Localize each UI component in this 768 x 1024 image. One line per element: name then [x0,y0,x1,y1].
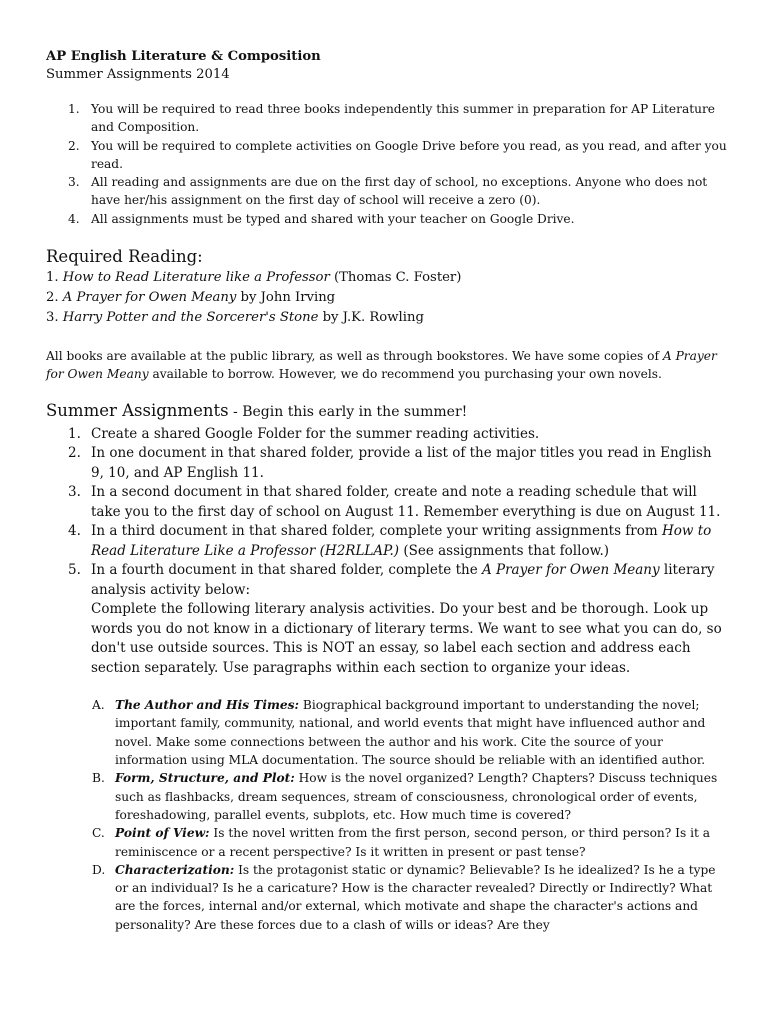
book-number: 3. [46,310,59,326]
book-entry [46,288,728,308]
list-number: 2. [68,445,81,462]
analysis-label: Point of View: [115,826,210,841]
list-number: 1. [68,102,80,116]
required-reading-list [46,268,728,328]
book-title: A Prayer for Owen Meany [481,562,660,579]
availability-text: All books are available at the public library, as well as through bookstores. We have some copies of [46,349,663,364]
list-text: In a third document in that shared folder, complete your writing assignments from [91,523,662,540]
analysis-text: Is the novel written from the first person, second person, or third person? Is it a reminiscence or a recent perspective? Is it written in present or past tense? [115,826,711,859]
summer-assignments-heading [46,400,728,423]
book-author: (Thomas C. Foster) [329,270,462,286]
analysis-instructions: Complete the following literary analysis activities. Do your best and be thorough. Look up words you do not know in a dictionary of literary terms. We want to see what you can do, so don't use outside sources. This is NOT an essay, so label each section and address each section separately. Use paragraphs within each section to organize your ideas. [91,601,722,676]
list-text: In a fourth document in that shared folder, complete the [91,562,482,579]
list-item [46,483,728,522]
analysis-label: Form, Structure, and Plot: [115,771,295,786]
book-title: How to Read Literature Like a Professor (H2RLLAP.) [91,523,712,559]
analysis-letter: C. [92,826,105,841]
book-title: A Prayer for Owen Meany [62,290,237,306]
list-text: In one document in that shared folder, provide a list of the major titles you read in English 9, 10, and AP English 11. [91,445,712,481]
document-title: AP English Literature & Composition [46,49,321,64]
book-author: by J.K. Rowling [318,310,424,326]
list-item [46,444,728,483]
book-entry [46,268,728,288]
required-reading-heading: Required Reading: [46,247,203,267]
list-number: 5. [68,562,81,579]
list-number: 2. [68,138,80,153]
list-text: You will be required to complete activities on Google Drive before you read, as you read, and after you read. [91,138,727,171]
analysis-text: Is the protagonist static or dynamic? Believable? Is he idealized? Is he a type or an individual? Is he a caricature? How is the character revealed? Directly or Indirectly? What are the forces, internal and/or external, which motivate and shape the character's actions and personality? Are these forces due to a clash of wills or ideas? Are they [115,862,716,932]
analysis-item [46,769,728,824]
list-item [46,137,728,174]
list-item [46,173,728,210]
list-text: Create a shared Google Folder for the summer reading activities. [91,425,540,442]
book-title: How to Read Literature like a Professor [62,270,330,286]
list-number: 3. [68,484,81,501]
list-number: 4. [68,211,80,226]
list-number: 3. [68,175,80,190]
analysis-label: The Author and His Times: [115,698,300,713]
analysis-text: How is the novel organized? Length? Chapters? Discuss techniques such as flashbacks, dream sequences, stream of consciousness, chronological order of events, foreshadowing, parallel events, subplots, etc. How much time is covered? [115,771,718,822]
intro-list [46,100,728,228]
analysis-letter: A. [92,698,105,713]
book-title: Harry Potter and the Sorcerer's Stone [62,310,319,326]
book-entry [46,308,728,328]
analysis-item [46,696,728,769]
list-item [46,100,728,137]
list-text: In a second document in that shared folder, create and note a reading schedule that will take you to the first day of school on August 11. Remember everything is due on August 11. [91,484,721,520]
availability-paragraph [46,347,728,384]
list-text: All reading and assignments are due on the first day of school, no exceptions. Anyone who does not have her/his assignment on the first day of school will receive a zero (0). [91,175,708,208]
list-text-end: (See assignments that follow.) [399,542,610,559]
analysis-text: Biographical background important to understanding the novel; important family, community, national, and world events that might have influenced author and novel. Make some connections between the author and his work. Cite the source of your information using MLA documentation. The source should be reliable with an identified author. [115,698,706,768]
list-text-end: literary analysis activity below: [91,562,715,598]
list-item [46,425,728,445]
list-number: 4. [68,523,81,540]
document-subtitle: Summer Assignments 2014 [46,67,230,82]
book-number: 1. [46,270,59,286]
book-number: 2. [46,290,59,306]
list-text: All assignments must be typed and shared with your teacher on Google Drive. [91,211,575,226]
book-author: by John Irving [236,290,336,306]
list-item [46,522,728,561]
analysis-item [46,861,728,934]
analysis-list [46,696,728,934]
analysis-item [46,824,728,861]
list-number: 1. [68,425,81,442]
availability-book-title: A Prayer for Owen Meany [46,349,717,382]
analysis-label: Characterization: [115,862,235,877]
list-item [46,561,728,678]
analysis-letter: D. [92,862,106,877]
list-text: You will be required to read three books independently this summer in preparation for AP Literature and Composition. [91,102,716,135]
summer-assignments-title: Summer Assignments [46,400,229,420]
summer-assignments-list [46,425,728,679]
summer-assignments-tagline: - Begin this early in the summer! [228,403,468,420]
analysis-letter: B. [92,771,105,786]
list-item [46,210,728,228]
availability-text-end: available to borrow. However, we do recommend you purchasing your own novels. [148,367,662,382]
